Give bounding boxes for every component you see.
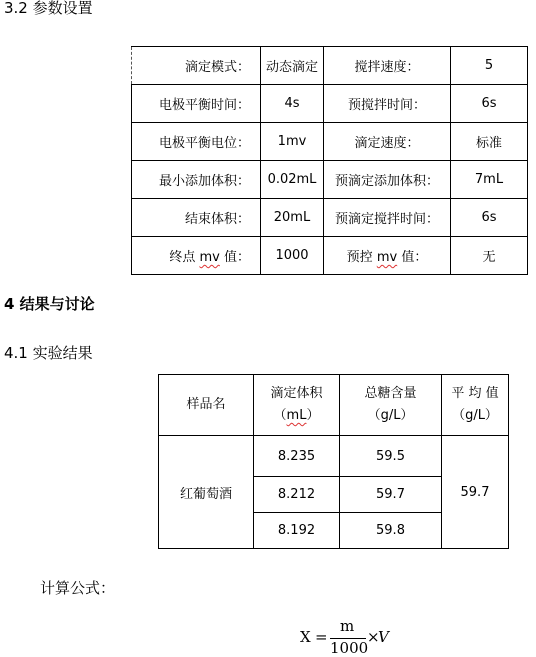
table-row [132, 123, 528, 161]
param-value: 无 [451, 237, 528, 275]
section-heading-results-discussion: 4 结果与讨论 [4, 295, 95, 313]
param-value: 0.02mL [261, 161, 324, 199]
table-row [132, 237, 528, 275]
table-row [159, 436, 509, 477]
results-table [158, 374, 509, 549]
header-average: 平 均 值 （g/L） [442, 375, 509, 436]
param-value: 标准 [451, 123, 528, 161]
formula-denominator: 1000 [330, 639, 369, 657]
volume-cell: 8.212 [254, 477, 340, 513]
formula-variable: V [378, 628, 389, 646]
average-cell: 59.7 [442, 436, 509, 549]
section-heading-params: 3.2 参数设置 [4, 0, 93, 17]
volume-cell: 8.235 [254, 436, 340, 477]
param-label: 滴定模式： [132, 47, 261, 85]
sugar-cell: 59.5 [340, 436, 442, 477]
param-value: 6s [451, 85, 528, 123]
param-label: 电极平衡电位： [132, 123, 261, 161]
sugar-cell: 59.8 [340, 513, 442, 549]
table-row [132, 161, 528, 199]
param-value: 4s [261, 85, 324, 123]
header-titration-volume: 滴定体积 （mL） [254, 375, 340, 436]
param-value: 1mv [261, 123, 324, 161]
header-total-sugar: 总糖含量 （g/L） [340, 375, 442, 436]
formula-equals: = [315, 628, 328, 646]
formula-label: 计算公式： [40, 579, 116, 597]
param-value: 6s [451, 199, 528, 237]
section-heading-experiment-results: 4.1 实验结果 [4, 344, 93, 362]
param-label: 预搅拌时间： [324, 85, 451, 123]
sample-name-cell: 红葡萄酒 [159, 436, 254, 549]
table-row [132, 47, 528, 85]
param-value: 1000 [261, 237, 324, 275]
formula-times: × [367, 628, 380, 646]
table-row [132, 85, 528, 123]
param-value: 7mL [451, 161, 528, 199]
param-label: 结束体积： [132, 199, 261, 237]
param-label: 终点 mv 值： [132, 237, 261, 275]
param-label: 滴定速度： [324, 123, 451, 161]
param-label: 电极平衡时间： [132, 85, 261, 123]
table-header-row [159, 375, 509, 436]
param-label: 预滴定添加体积： [324, 161, 451, 199]
param-value: 动态滴定 [261, 47, 324, 85]
param-label: 预控 mv 值： [324, 237, 451, 275]
table-row [132, 199, 528, 237]
param-value: 20mL [261, 199, 324, 237]
volume-cell: 8.192 [254, 513, 340, 549]
param-value: 5 [451, 47, 528, 85]
params-table [131, 46, 528, 275]
header-sample-name: 样品名 [159, 375, 254, 436]
param-label: 最小添加体积： [132, 161, 261, 199]
formula-numerator: m [340, 617, 355, 635]
sugar-cell: 59.7 [340, 477, 442, 513]
param-label: 搅拌速度： [324, 47, 451, 85]
param-label: 预滴定搅拌时间： [324, 199, 451, 237]
formula-lhs: X [300, 628, 311, 646]
